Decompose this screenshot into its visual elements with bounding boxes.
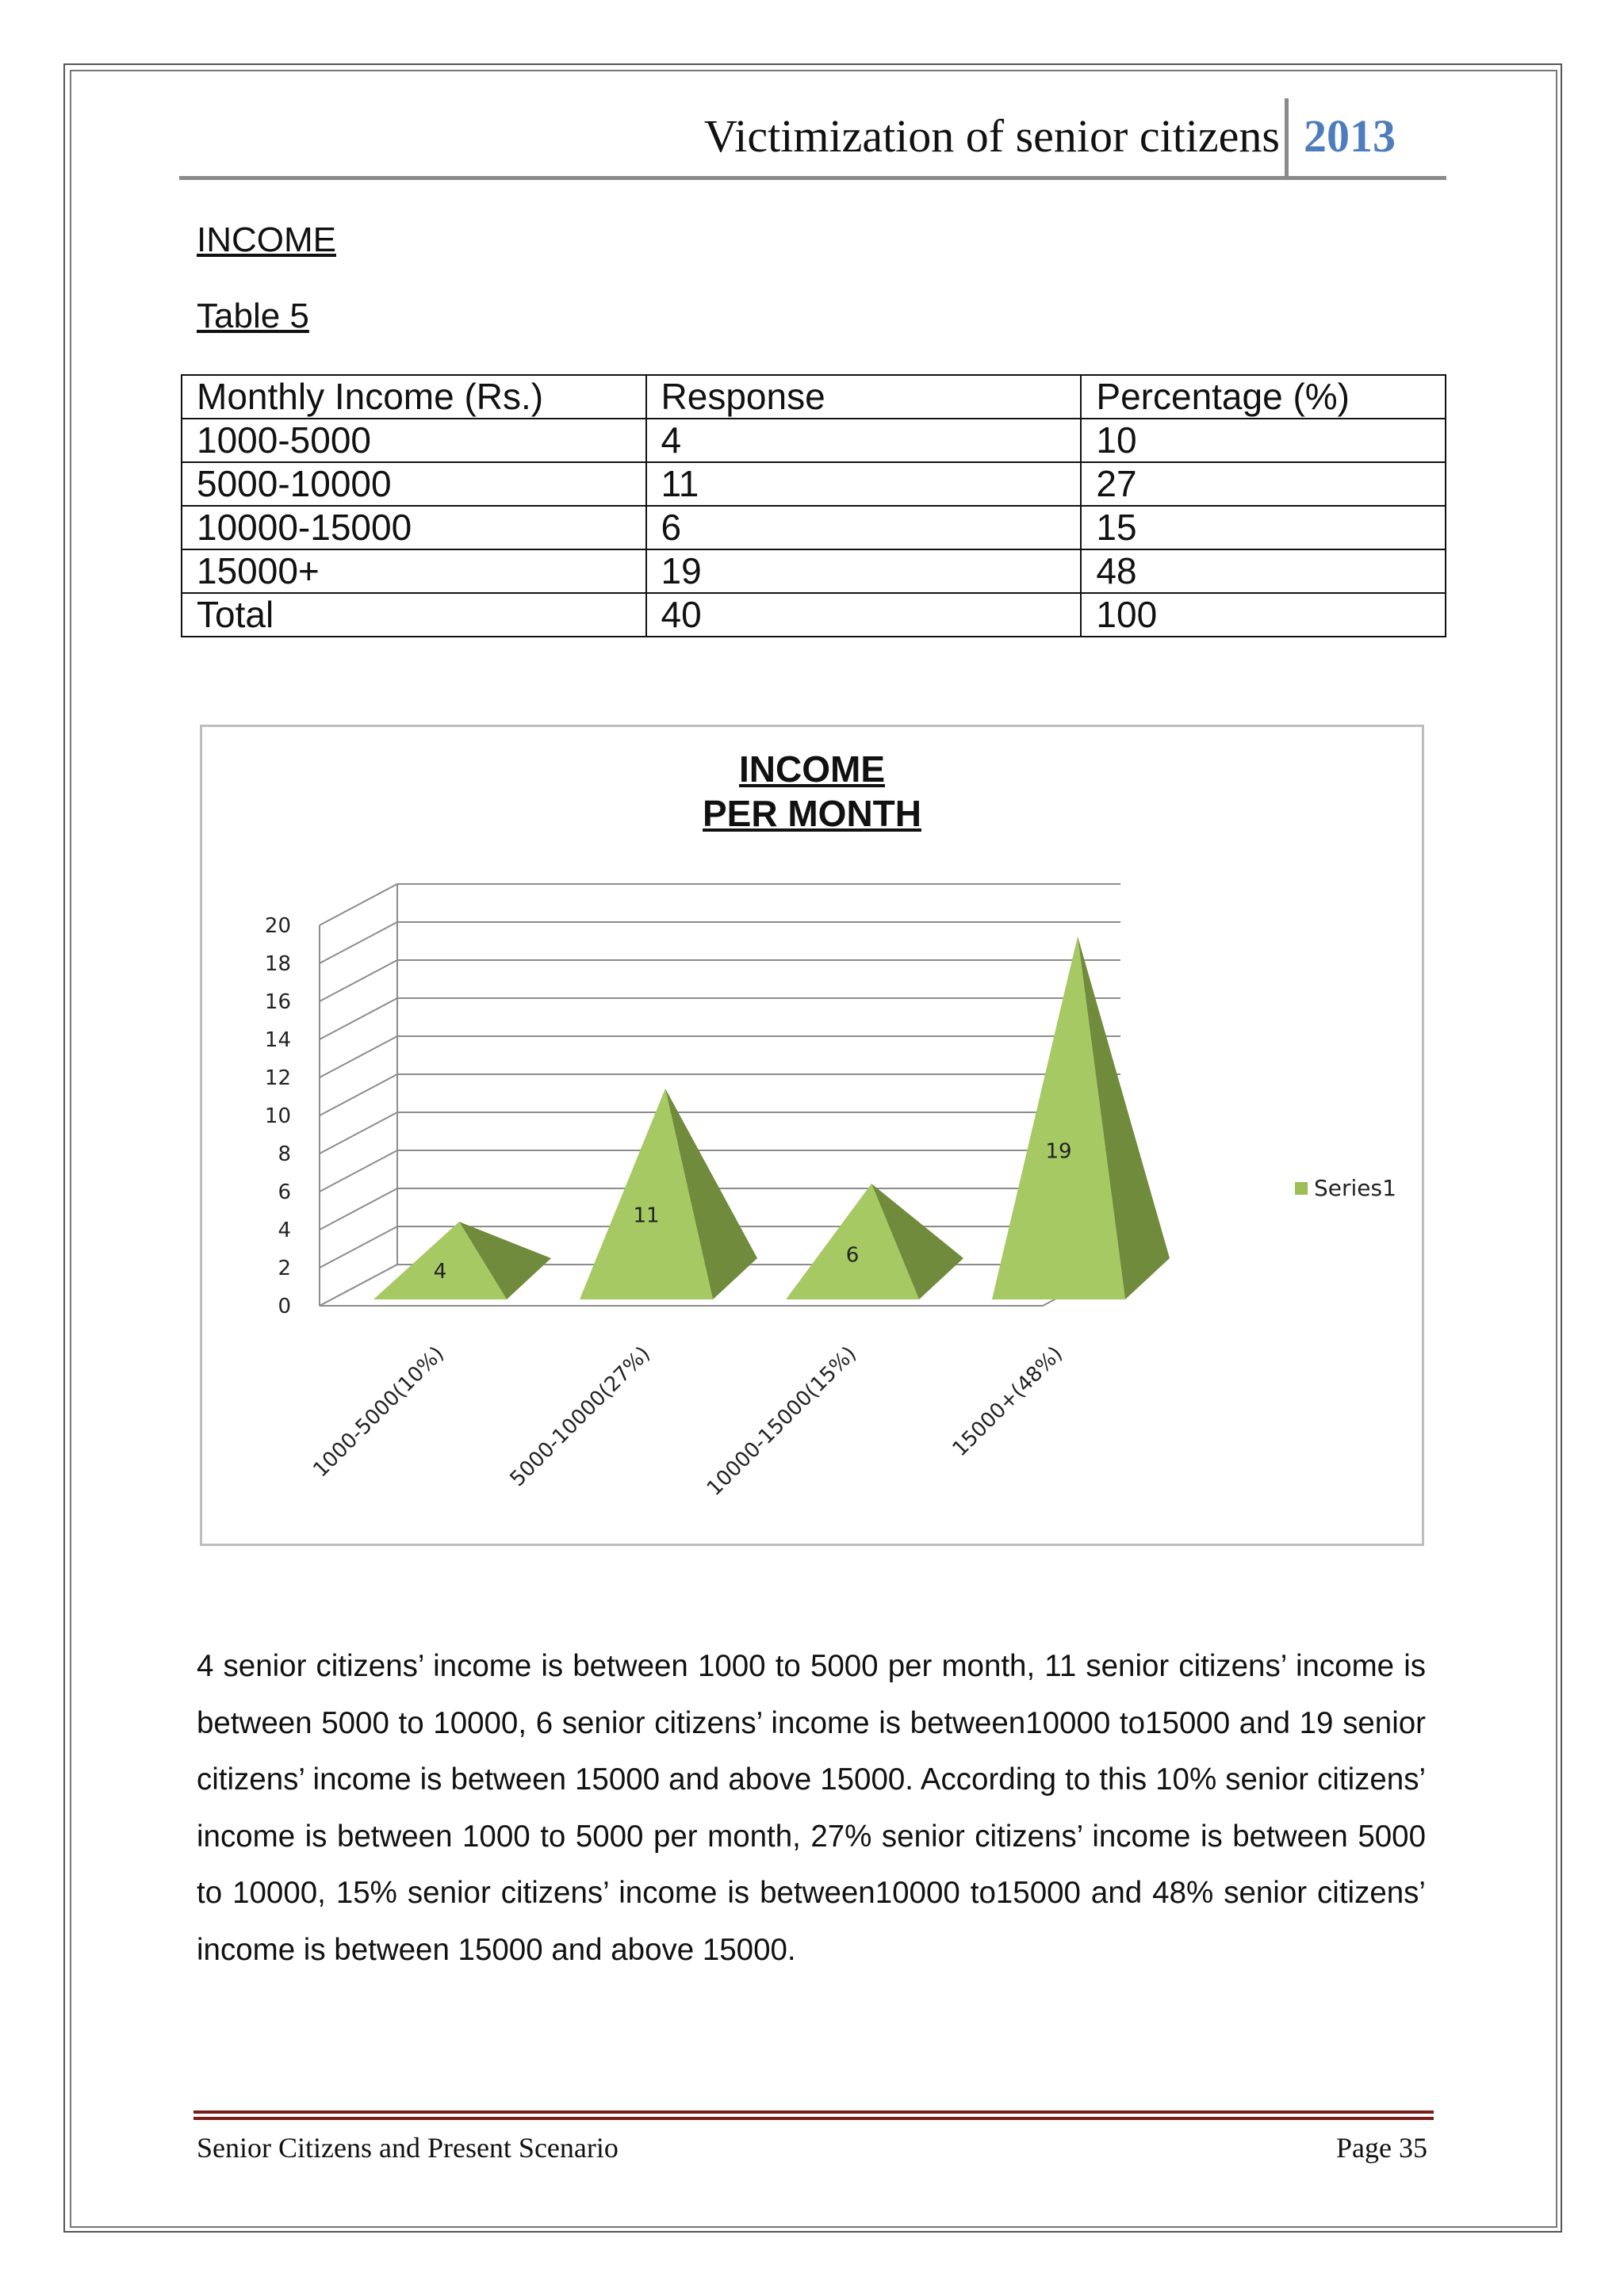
table-row bbox=[182, 419, 1446, 462]
gridline-depth bbox=[320, 960, 397, 1001]
gridline-depth bbox=[320, 1226, 397, 1268]
gridline-depth bbox=[320, 1188, 397, 1230]
legend-label: Series1 bbox=[1314, 1175, 1396, 1201]
y-tick-label: 20 bbox=[264, 914, 291, 938]
table-caption: Table 5 bbox=[197, 297, 309, 335]
table-cell: 5000-10000 bbox=[182, 462, 646, 506]
table-header-cell: Monthly Income (Rs.) bbox=[182, 375, 646, 419]
x-tick-label: 1000-5000(10%) bbox=[308, 1341, 449, 1483]
chart-title-line2: PER MONTH bbox=[703, 793, 921, 834]
table-cell: 6 bbox=[646, 506, 1082, 549]
gridline-depth bbox=[320, 998, 397, 1039]
table-cell: 27 bbox=[1081, 462, 1446, 506]
table-cell: 15 bbox=[1081, 506, 1446, 549]
table-row bbox=[182, 549, 1446, 593]
table-total-row bbox=[182, 593, 1446, 637]
header-year: 2013 bbox=[1304, 110, 1396, 162]
data-label: 4 bbox=[433, 1259, 447, 1284]
table-cell: 15000+ bbox=[182, 549, 646, 593]
table-cell: 1000-5000 bbox=[182, 419, 646, 462]
body-paragraph: 4 senior citizens’ income is between 1000 to 5000 per month, 11 senior citizens’ income is between 5000 to 10000, 6 senior citizens’ income is between10000 to15000 and 19 senior citizens’ income is between 15000 and above 15000. According to this 10% senior citizens’ income is between 1000 to 5000 per month, 27% senior citizens’ income is between 5000 to 10000, 15% senior citizens’ income is between10000 to15000 and 48% senior citizens’ income is between 15000 and above 15000. bbox=[197, 1649, 1426, 1967]
gridline-depth bbox=[320, 1150, 397, 1192]
y-tick-label: 16 bbox=[264, 990, 291, 1014]
header-title: Victimization of senior citizens bbox=[703, 110, 1280, 162]
table-cell: 10000-15000 bbox=[182, 506, 646, 549]
chart-title-line1: INCOME bbox=[739, 748, 885, 790]
y-tick-label: 18 bbox=[264, 952, 291, 976]
y-tick-label: 10 bbox=[264, 1104, 291, 1128]
table-header-cell: Percentage (%) bbox=[1081, 375, 1446, 419]
gridline-depth bbox=[320, 884, 397, 925]
y-tick-label: 0 bbox=[278, 1295, 291, 1318]
x-tick-label: 10000-15000(15%) bbox=[702, 1341, 861, 1501]
gridline-depth bbox=[320, 922, 397, 963]
table-cell: 100 bbox=[1081, 593, 1446, 637]
y-tick-label: 6 bbox=[278, 1181, 291, 1204]
page-number: Page 35 bbox=[1336, 2132, 1427, 2164]
y-tick-label: 14 bbox=[264, 1028, 291, 1052]
y-tick-label: 4 bbox=[278, 1219, 291, 1242]
footer-title: Senior Citizens and Present Scenario bbox=[197, 2132, 619, 2164]
footer-rule bbox=[193, 2110, 1434, 2114]
y-tick-label: 8 bbox=[278, 1142, 291, 1166]
y-tick-label: 12 bbox=[264, 1066, 291, 1090]
table-cell: Total bbox=[182, 593, 646, 637]
gridline-depth bbox=[320, 1036, 397, 1077]
table-cell: 40 bbox=[646, 593, 1082, 637]
gridline-depth bbox=[320, 1112, 397, 1154]
chart-plot bbox=[202, 727, 1422, 1544]
income-table bbox=[181, 374, 1446, 637]
header-divider bbox=[1285, 98, 1289, 179]
table-cell: 48 bbox=[1081, 549, 1446, 593]
header-rule bbox=[179, 176, 1446, 180]
table-cell: 19 bbox=[646, 549, 1082, 593]
data-label: 19 bbox=[1045, 1139, 1072, 1164]
table-cell: 10 bbox=[1081, 419, 1446, 462]
data-label: 6 bbox=[845, 1243, 860, 1268]
table-row bbox=[182, 506, 1446, 549]
table-header-cell: Response bbox=[646, 375, 1082, 419]
section-heading: INCOME bbox=[197, 220, 336, 259]
data-label: 11 bbox=[633, 1203, 660, 1228]
income-chart bbox=[200, 725, 1424, 1546]
x-tick-label: 15000+(48%) bbox=[948, 1341, 1067, 1462]
table-header-row bbox=[182, 375, 1446, 419]
gridline-depth bbox=[320, 1074, 397, 1115]
legend-swatch bbox=[1295, 1182, 1308, 1195]
table-cell: 11 bbox=[646, 462, 1082, 506]
x-tick-label: 5000-10000(27%) bbox=[505, 1341, 655, 1492]
footer-rule bbox=[193, 2117, 1434, 2120]
y-tick-label: 2 bbox=[278, 1257, 291, 1280]
table-row bbox=[182, 462, 1446, 506]
table-cell: 4 bbox=[646, 419, 1082, 462]
